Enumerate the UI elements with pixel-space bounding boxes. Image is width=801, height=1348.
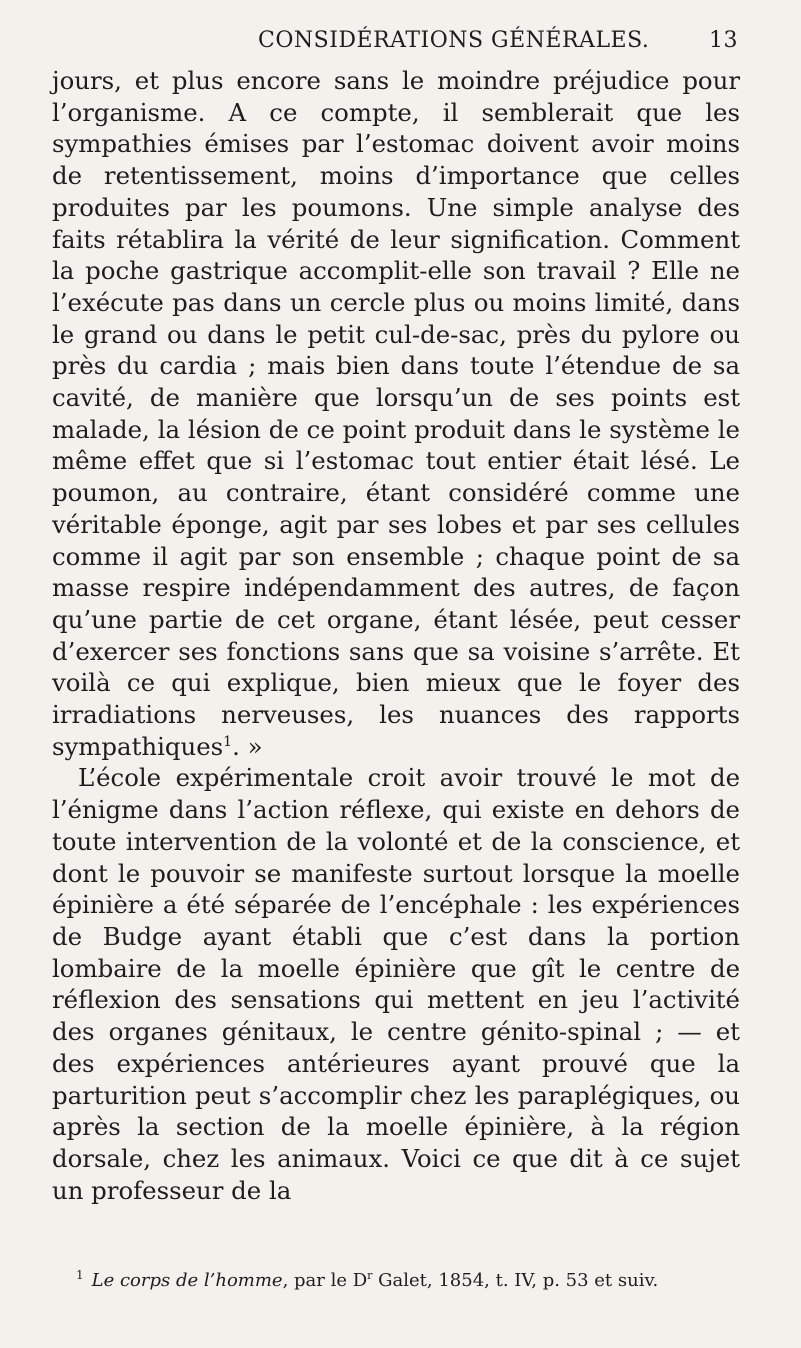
footnote [76,1269,740,1293]
footnote-title: Le corps de l’homme [91,1270,283,1291]
paragraph-1-text: jours, et plus encore sans le moindre préjudice pour l’organisme. A ce compte, il semblerait que les sympathies émises par l’estomac doivent avoir moins de retentissement, moins d’importance que celles produites par les poumons. Une simple analyse des faits rétablira la vérité de leur signification. Comment la poche gastrique accomplit-elle son travail ? Elle ne l’exécute pas dans un cercle plus ou moins limité, dans le grand ou dans le petit cul-de-sac, près du pylore ou près du cardia ; mais bien dans toute l’étendue de sa cavité, de manière que lorsqu’un de ses points est malade, la lésion de ce point produit dans le système le même effet que si l’estomac tout entier était lésé. Le poumon, au contraire, étant considéré comme une véritable éponge, agit par ses lobes et par ses cellules comme il agit par son ensemble ; chaque point de sa masse respire indépendamment des autres, de façon qu’une partie de cet organe, étant lésée, peut cesser d’exercer ses fonctions sans que sa voisine s’arrête. Et voilà ce qui explique, bien mieux que le foyer des irradiations nerveuses, les nuances des rapports sympathiques [52,66,740,761]
footnote-author-rest: Galet, 1854, t. IV, p. 53 et suiv. [372,1270,659,1291]
paragraph-2: L’école expérimentale croit avoir trouvé le mot de l’énigme dans l’action réflexe, qui existe en dehors de toute intervention de la volonté et de la conscience, et dont le pouvoir se manifeste surtout lorsque la moelle épinière a été séparée de l’encéphale : les expériences de Budge ayant établi que c’est dans la portion lombaire de la moelle épinière que gît le centre de réflexion des sensations qui mettent en jeu l’activité des organes génitaux, le centre génito-spinal ; — et des expériences antérieures ayant prouvé que la parturition peut s’accomplir chez les paraplégiques, ou après la section de la moelle épinière, à la région dorsale, chez les animaux. Voici ce que dit à ce sujet un professeur de la [52,763,740,1205]
paragraph-1 [52,65,740,762]
paragraph-1-closing: . » [232,731,263,761]
footnote-author-superscript: r [367,1269,373,1282]
running-header [258,28,738,58]
footnote-reference: 1 [223,733,233,750]
footnote-marker: 1 [76,1268,84,1282]
body-text [52,65,740,1206]
footnote-author-prefix: , par le D [282,1270,368,1291]
header-title: CONSIDÉRATIONS GÉNÉRALES. [258,28,650,53]
page-number: 13 [709,28,738,53]
